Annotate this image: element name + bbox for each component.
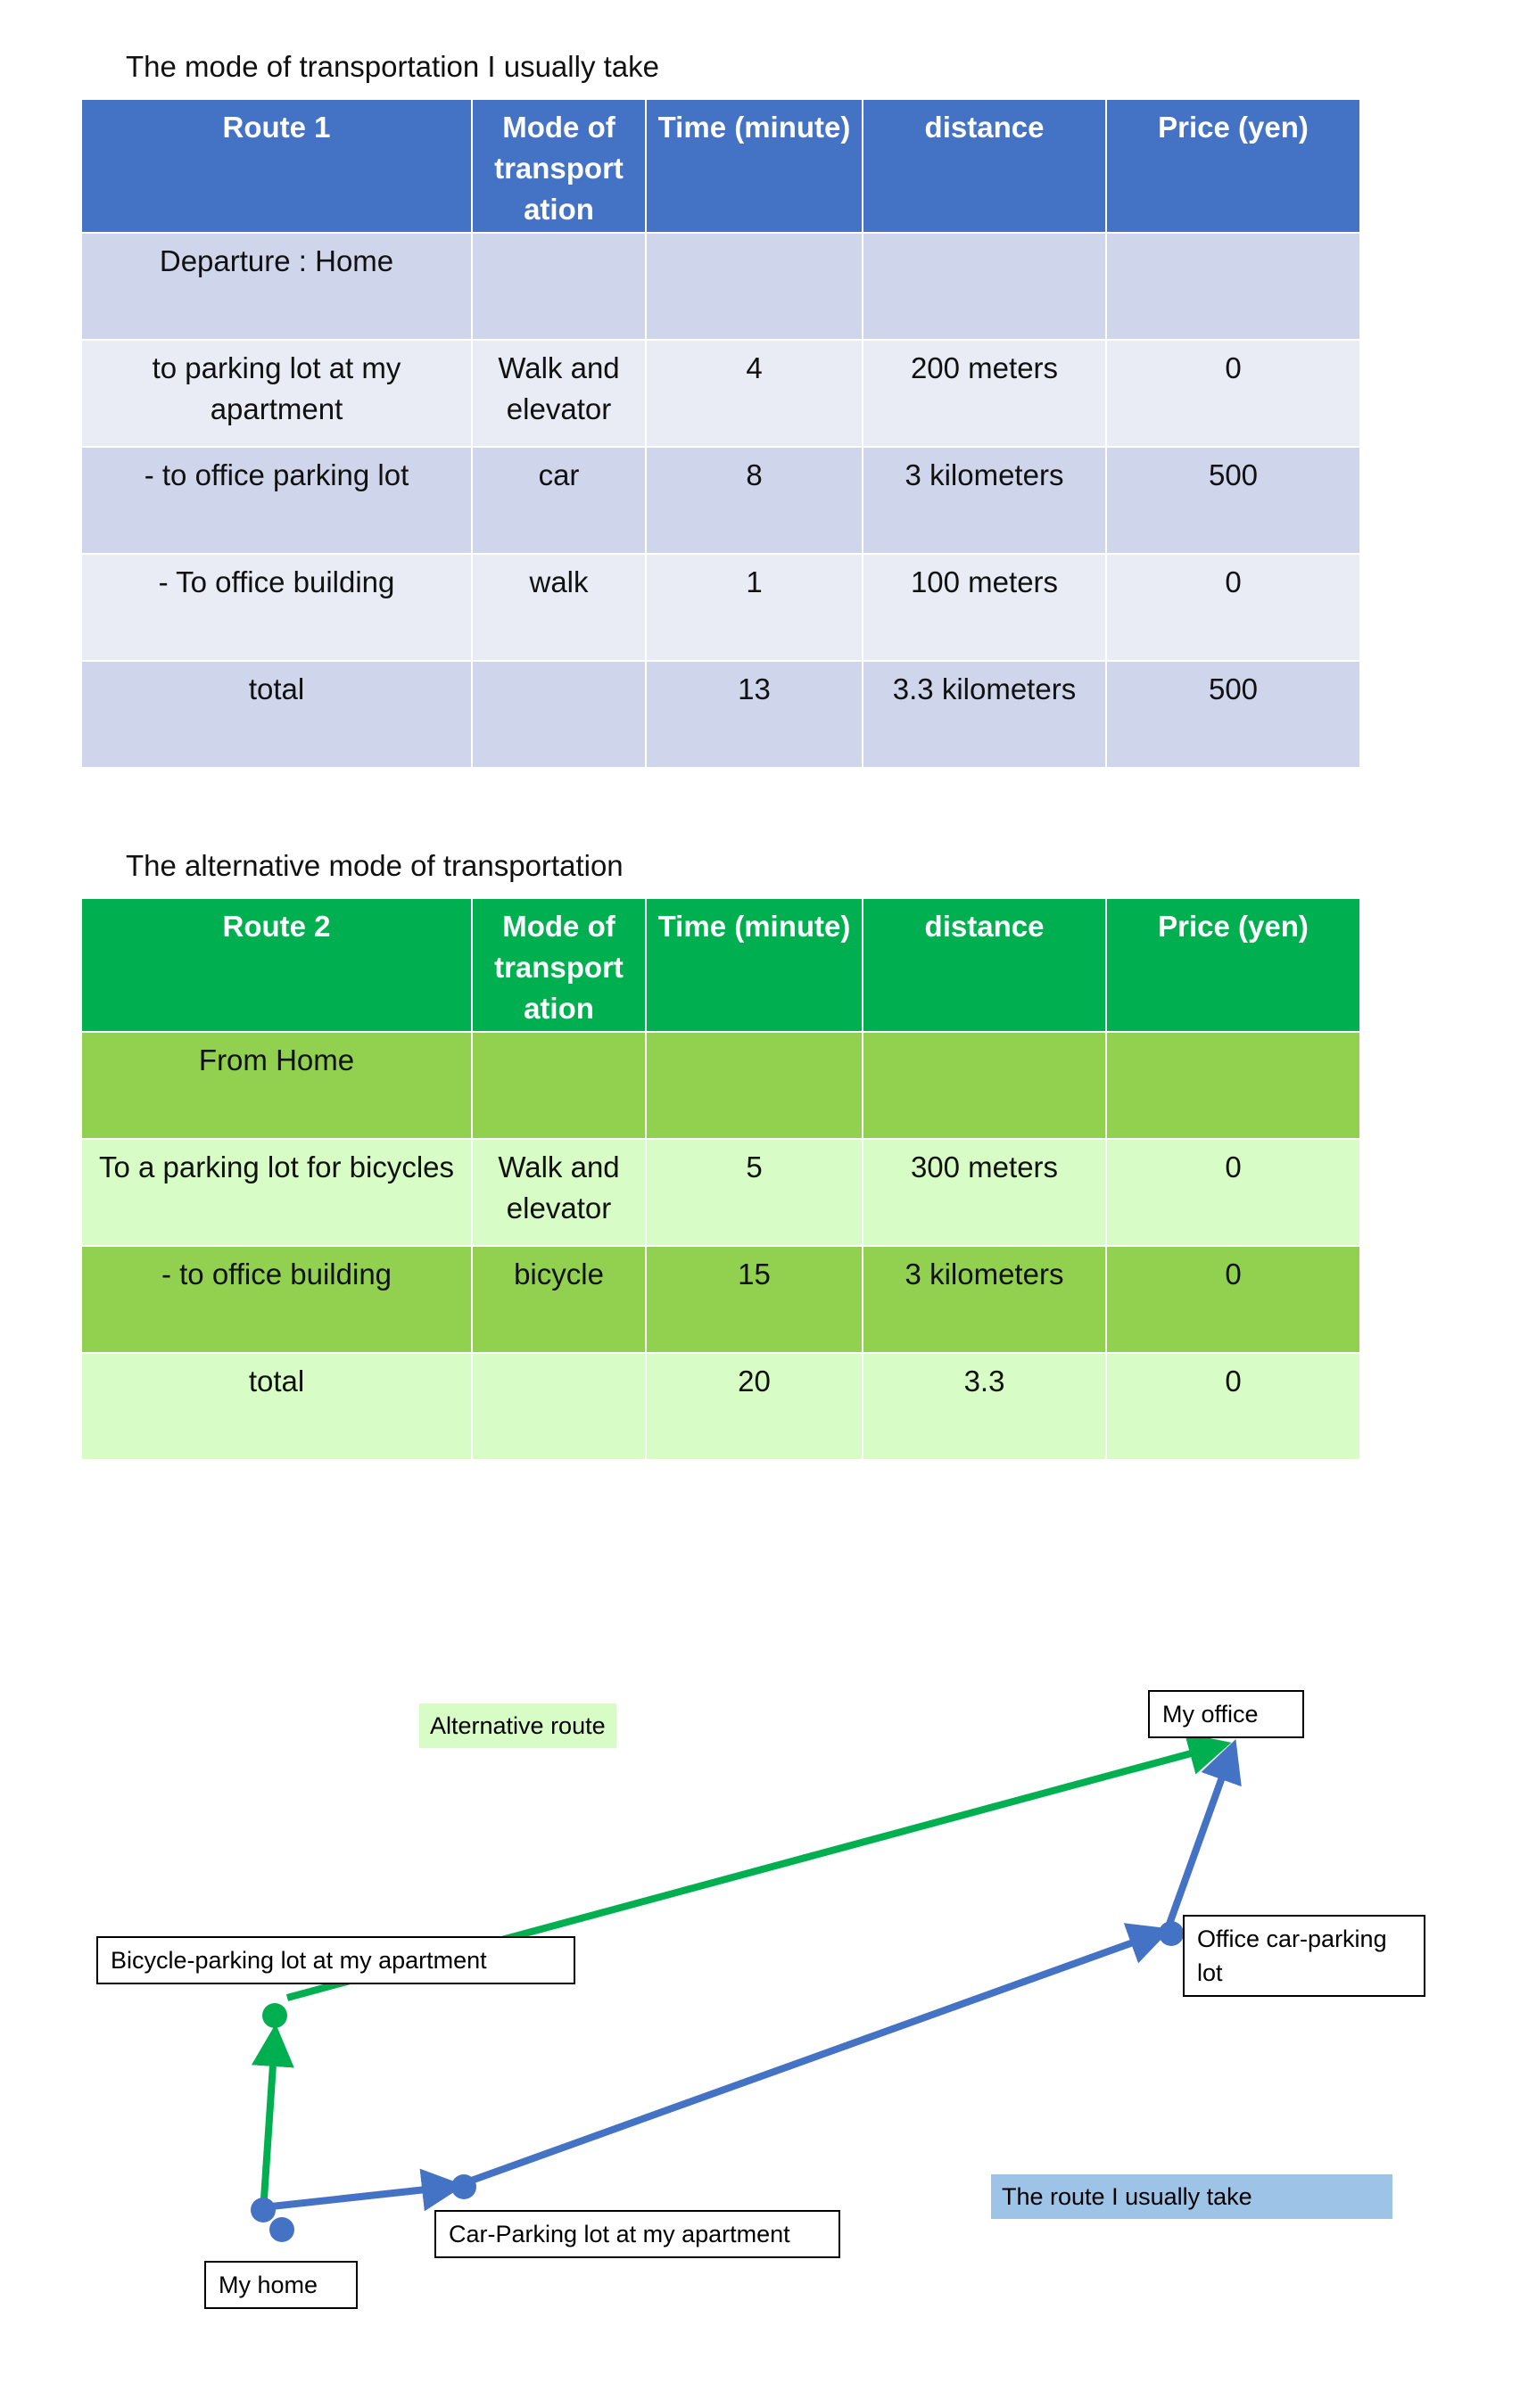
cell-distance: 200 meters xyxy=(863,340,1106,447)
table2-caption: The alternative mode of transportation xyxy=(126,849,624,882)
cell-mode: Walk and elevator xyxy=(472,340,646,447)
cell-route: to parking lot at my apartment xyxy=(81,340,472,447)
car-lot-label: Car-Parking lot at my apartment xyxy=(434,2210,840,2258)
cell-route: - to office building xyxy=(81,1246,472,1353)
route-segment xyxy=(263,2187,450,2207)
header-distance: distance xyxy=(863,898,1106,1032)
cell-mode: Walk and elevator xyxy=(472,1139,646,1246)
home-marker xyxy=(269,2217,294,2242)
cell-time: 15 xyxy=(646,1246,863,1353)
header-price: Price (yen) xyxy=(1106,99,1360,233)
header-price: Price (yen) xyxy=(1106,898,1360,1032)
cell-time: 8 xyxy=(646,447,863,554)
cell-price: 0 xyxy=(1106,554,1360,661)
office-car-lot-label: Office car-parking lot xyxy=(1183,1915,1425,1997)
cell-distance: 3.3 xyxy=(863,1353,1106,1460)
header-route: Route 2 xyxy=(81,898,472,1032)
cell-route: - to office parking lot xyxy=(81,447,472,554)
cell-route: total xyxy=(81,1353,472,1460)
header-time: Time (minute) xyxy=(646,898,863,1032)
header-distance: distance xyxy=(863,99,1106,233)
route-segment xyxy=(263,2038,275,2212)
cell-time: 1 xyxy=(646,554,863,661)
cell-distance: 3 kilometers xyxy=(863,447,1106,554)
cell-time: 5 xyxy=(646,1139,863,1246)
cell-price: 0 xyxy=(1106,1246,1360,1353)
my-office-label: My office xyxy=(1148,1690,1304,1738)
cell-distance: 100 meters xyxy=(863,554,1106,661)
cell-route: - To office building xyxy=(81,554,472,661)
table1-caption: The mode of transportation I usually take xyxy=(126,50,659,83)
cell-mode: car xyxy=(472,447,646,554)
bicycle-lot-marker xyxy=(262,2003,287,2028)
cell-time: 4 xyxy=(646,340,863,447)
cell-route: Departure : Home xyxy=(81,233,472,340)
car-lot-marker xyxy=(451,2174,476,2199)
cell-route: total xyxy=(81,661,472,768)
header-time: Time (minute) xyxy=(646,99,863,233)
cell-route: To a parking lot for bicycles xyxy=(81,1139,472,1246)
header-mode: Mode of transport ation xyxy=(472,898,646,1032)
cell-price: 500 xyxy=(1106,447,1360,554)
usual-route-legend: The route I usually take xyxy=(991,2174,1392,2219)
cell-mode: bicycle xyxy=(472,1246,646,1353)
my-home-label: My home xyxy=(204,2261,358,2309)
office-car-lot-marker xyxy=(1159,1921,1184,1946)
cell-distance: 3.3 kilometers xyxy=(863,661,1106,768)
usual-route xyxy=(251,1752,1231,2242)
cell-distance: 300 meters xyxy=(863,1139,1106,1246)
cell-price: 0 xyxy=(1106,1139,1360,1246)
route-segment xyxy=(1169,1752,1231,1926)
cell-time: 13 xyxy=(646,661,863,768)
cell-price: 0 xyxy=(1106,340,1360,447)
cell-distance: 3 kilometers xyxy=(863,1246,1106,1353)
cell-route: From Home xyxy=(81,1032,472,1139)
home-marker xyxy=(251,2198,276,2222)
cell-price: 0 xyxy=(1106,1353,1360,1460)
cell-time: 20 xyxy=(646,1353,863,1460)
header-mode: Mode of transport ation xyxy=(472,99,646,233)
alternative-route-legend: Alternative route xyxy=(419,1703,616,1748)
cell-mode: walk xyxy=(472,554,646,661)
header-route: Route 1 xyxy=(81,99,472,233)
cell-price: 500 xyxy=(1106,661,1360,768)
bicycle-lot-label: Bicycle-parking lot at my apartment xyxy=(96,1936,575,1984)
